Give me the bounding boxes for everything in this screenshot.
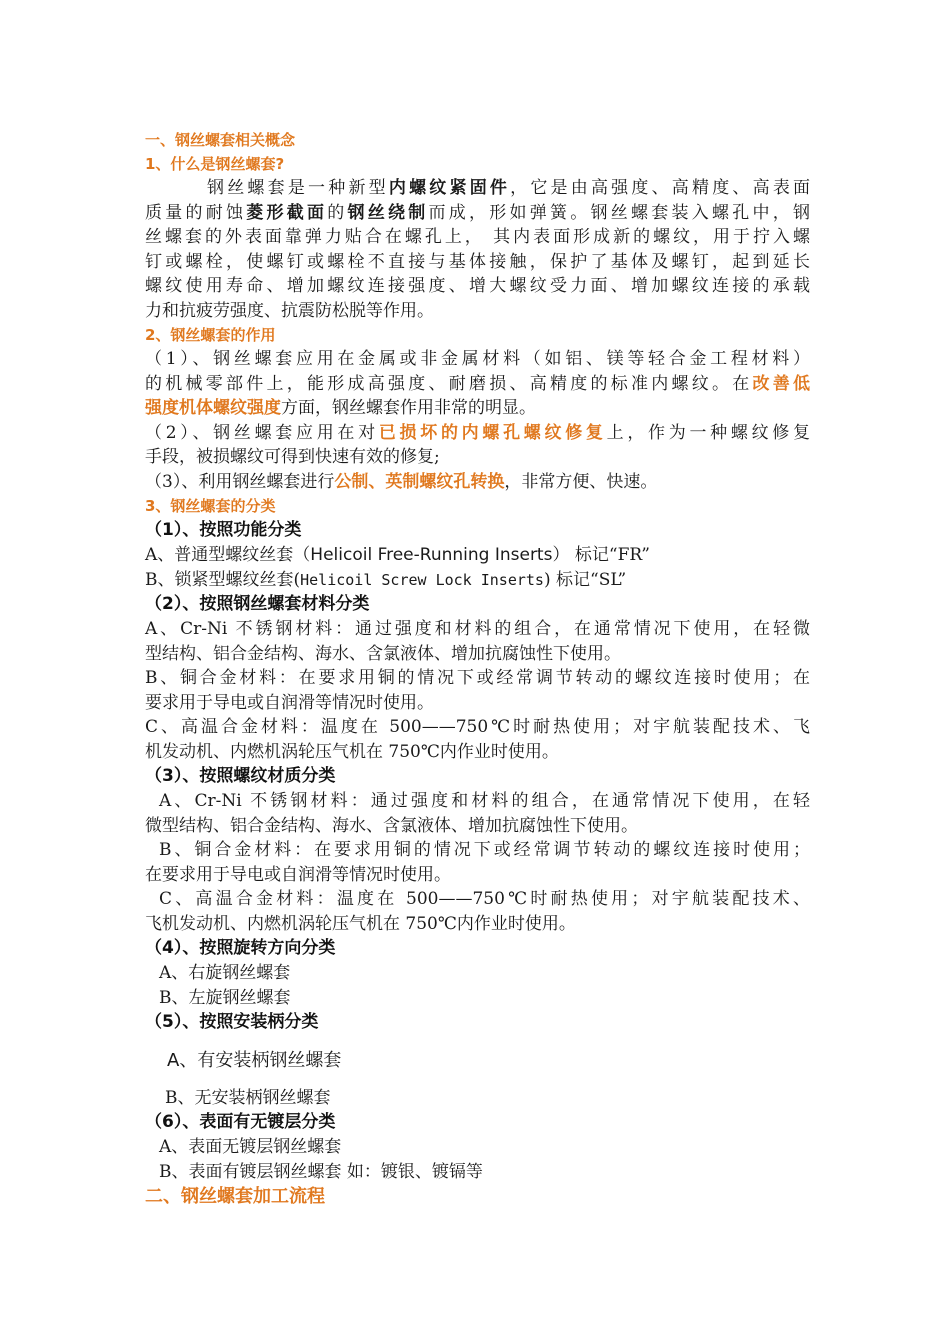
paragraph-line: 力和抗疲劳强度、抗震防松脱等作用。 [145, 300, 434, 321]
highlight-text: 已损坏的内螺孔螺纹修复 [378, 422, 607, 443]
category-heading: （5）、按照安装柄分类 [145, 1012, 319, 1032]
list-item: 型结构、铝合金结构、海水、含氯液体、增加抗腐蚀性下使用。 [145, 643, 621, 664]
subsection-title: 3、钢丝螺套的分类 [145, 497, 276, 515]
definition-paragraph [145, 176, 810, 323]
list-item: B、无安装柄钢丝螺套 [165, 1087, 331, 1108]
paragraph-line: 钢丝螺套是一种新型内螺纹紧固件，它是由高强度、高精度、高表面 [207, 178, 811, 198]
list-item: 机发动机、内燃机涡轮压气机在 750℃内作业时使用。 [145, 741, 559, 762]
bold-term: 钢丝绕制 [347, 202, 429, 223]
paragraph-line: 丝螺套的外表面靠弹力贴合在螺孔上， 其内表面形成新的螺纹，用于拧入螺 [145, 227, 810, 247]
bold-term: 菱形截面 [246, 202, 328, 223]
highlight-text: 公制、英制螺纹孔转换 [334, 471, 505, 492]
list-item: 飞机发动机、内燃机涡轮压气机在 750℃内作业时使用。 [145, 913, 576, 934]
list-item: A、有安装柄钢丝螺套 [167, 1050, 342, 1071]
list-item: 在要求用于导电或自润滑等情况时使用。 [145, 864, 451, 885]
paragraph-line: 强度机体螺纹强度方面，钢丝螺套作用非常的明显。 [145, 398, 536, 418]
list-item: B、锁紧型螺纹丝套(Helicoil Screw Lock Inserts) 标记“SL” [145, 569, 627, 590]
category-rotation [145, 936, 810, 1010]
paragraph-line: （2）、钢丝螺套应用在对已损坏的内螺孔螺纹修复上，作为一种螺纹修复 [145, 422, 811, 443]
category-heading: （4）、按照旋转方向分类 [145, 938, 336, 958]
usage-item-1 [145, 347, 810, 421]
paragraph-line: 手段，被损螺纹可得到快速有效的修复; [145, 447, 440, 467]
paragraph-line: 的机械零部件上，能形成高强度、耐磨损、高精度的标准内螺纹。在改善低 [145, 373, 810, 394]
category-heading: （6）、表面有无镀层分类 [145, 1112, 336, 1132]
subsection-title: 1、什么是钢丝螺套? [145, 155, 285, 173]
list-item: A、表面无镀层钢丝螺套 [159, 1137, 342, 1157]
category-heading: （1）、按照功能分类 [145, 520, 302, 540]
list-item: A、普通型螺纹丝套（Helicoil Free-Running Inserts） 标记“FR” [145, 545, 650, 565]
bold-term: 内螺纹紧固件 [388, 178, 511, 198]
document-body [145, 128, 810, 1210]
category-heading: （3）、按照螺纹材质分类 [145, 766, 336, 786]
category-coating [145, 1110, 810, 1184]
list-item: B、铜合金材料：在要求用铜的情况下或经常调节转动的螺纹连接时使用； [159, 840, 810, 860]
paragraph-line: （3）、利用钢丝螺套进行公制、英制螺纹孔转换，非常方便、快速。 [145, 471, 658, 492]
section-title: 一、钢丝螺套相关概念 [145, 131, 296, 149]
highlight-text: 改善低 [752, 373, 810, 394]
highlight-text: 强度机体螺纹强度 [145, 398, 281, 418]
list-item: A、右旋钢丝螺套 [159, 963, 291, 983]
list-item: B、左旋钢丝螺套 [159, 987, 291, 1008]
category-function [145, 518, 810, 592]
list-item: A、Cr-Ni 不锈钢材料：通过强度和材料的组合，在通常情况下使用，在轻微 [145, 619, 810, 639]
list-item: B、表面有镀层钢丝螺套 如：镀银、镀镉等 [159, 1161, 483, 1182]
usage-item-3 [145, 470, 810, 495]
section-title: 二、钢丝螺套加工流程 [145, 1186, 325, 1207]
list-item: 要求用于导电或自润滑等情况时使用。 [145, 692, 434, 713]
category-tang [145, 1010, 810, 1110]
paragraph-line: 螺纹使用寿命、增加螺纹连接强度、增大螺纹受力面、增加螺纹连接的承载 [145, 276, 810, 296]
subsection-title: 2、钢丝螺套的作用 [145, 326, 276, 344]
list-item: C、高温合金材料：温度在 500——750℃时耐热使用；对宇航装配技术、飞 [145, 717, 810, 737]
paragraph-line: 质量的耐蚀菱形截面的钢丝绕制而成，形如弹簧。钢丝螺套装入螺孔中，钢 [145, 202, 810, 223]
list-item: 微型结构、铝合金结构、海水、含氯液体、增加抗腐蚀性下使用。 [145, 815, 638, 836]
list-item: B、铜合金材料：在要求用铜的情况下或经常调节转动的螺纹连接时使用；在 [145, 668, 810, 688]
category-heading: （2）、按照钢丝螺套材料分类 [145, 594, 370, 614]
usage-item-2 [145, 421, 810, 470]
paragraph-line: （1）、钢丝螺套应用在金属或非金属材料（如铝、镁等轻合金工程材料） [145, 349, 810, 369]
list-item: C、高温合金材料：温度在 500——750℃时耐热使用；对宇航装配技术、 [159, 889, 810, 909]
list-item: A、Cr-Ni 不锈钢材料：通过强度和材料的组合，在通常情况下使用，在轻 [159, 791, 810, 811]
category-material [145, 592, 810, 764]
paragraph-line: 钉或螺栓，使螺钉或螺栓不直接与基体接触，保护了基体及螺钉，起到延长 [145, 251, 810, 272]
category-thread-material [145, 764, 810, 936]
